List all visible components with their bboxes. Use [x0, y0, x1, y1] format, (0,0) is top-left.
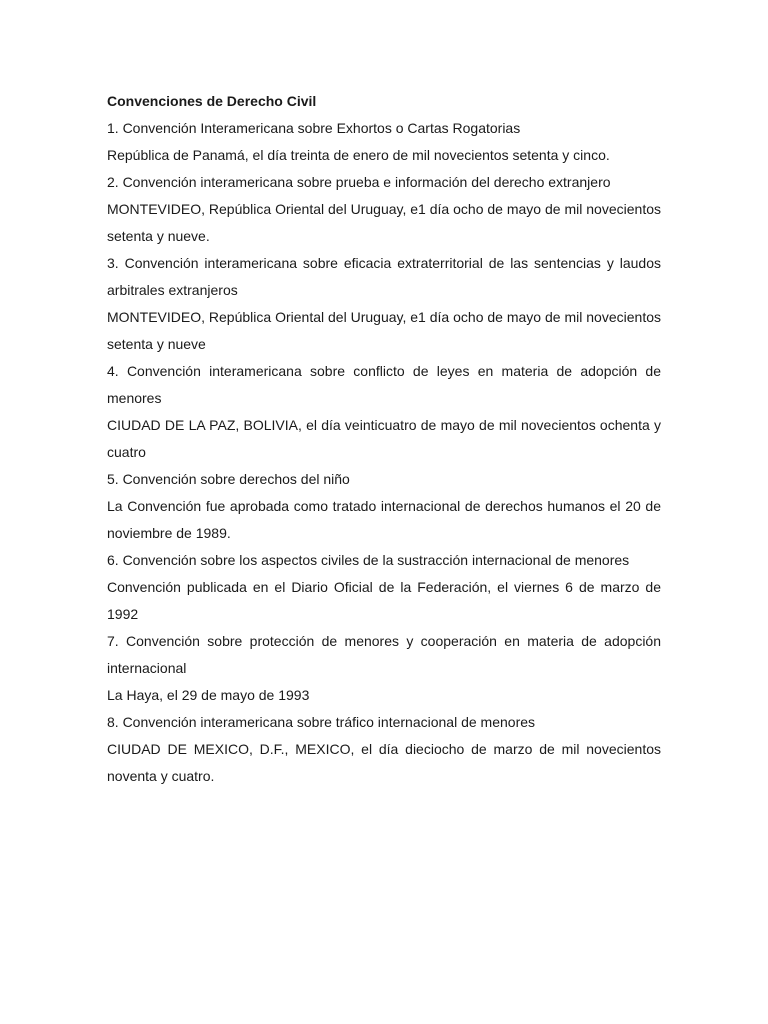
convention-2-details: MONTEVIDEO, República Oriental del Uruguay, e1 día ocho de mayo de mil novecientos setenta y nueve. [107, 201, 661, 244]
convention-7-title: 7. Convención sobre protección de menores y cooperación en materia de adopción internacional [107, 633, 661, 676]
document-title: Convenciones de Derecho Civil [107, 93, 317, 109]
convention-6-title: 6. Convención sobre los aspectos civiles de la sustracción internacional de menores [107, 552, 630, 568]
convention-5-title: 5. Convención sobre derechos del niño [107, 471, 350, 487]
convention-3-title: 3. Convención interamericana sobre eficacia extraterritorial de las sentencias y laudos arbitrales extranjeros [107, 255, 661, 298]
document-page [107, 88, 661, 790]
convention-3-details: MONTEVIDEO, República Oriental del Uruguay, e1 día ocho de mayo de mil novecientos setenta y nueve [107, 309, 661, 352]
convention-4-title: 4. Convención interamericana sobre conflicto de leyes en materia de adopción de menores [107, 363, 661, 406]
convention-4-details: CIUDAD DE LA PAZ, BOLIVIA, el día veinticuatro de mayo de mil novecientos ochenta y cuatro [107, 417, 661, 460]
convention-8-title: 8. Convención interamericana sobre tráfico internacional de menores [107, 714, 536, 730]
convention-7-details: La Haya, el 29 de mayo de 1993 [107, 687, 310, 703]
convention-5-details: La Convención fue aprobada como tratado internacional de derechos humanos el 20 de noviembre de 1989. [107, 498, 661, 541]
convention-8-details: CIUDAD DE MEXICO, D.F., MEXICO, el día dieciocho de marzo de mil novecientos noventa y cuatro. [107, 741, 661, 784]
convention-2-title: 2. Convención interamericana sobre prueba e información del derecho extranjero [107, 174, 611, 190]
convention-1-details: República de Panamá, el día treinta de enero de mil novecientos setenta y cinco. [107, 147, 610, 163]
convention-6-details: Convención publicada en el Diario Oficial de la Federación, el viernes 6 de marzo de 1992 [107, 579, 661, 622]
convention-1-title: 1. Convención Interamericana sobre Exhortos o Cartas Rogatorias [107, 120, 521, 136]
